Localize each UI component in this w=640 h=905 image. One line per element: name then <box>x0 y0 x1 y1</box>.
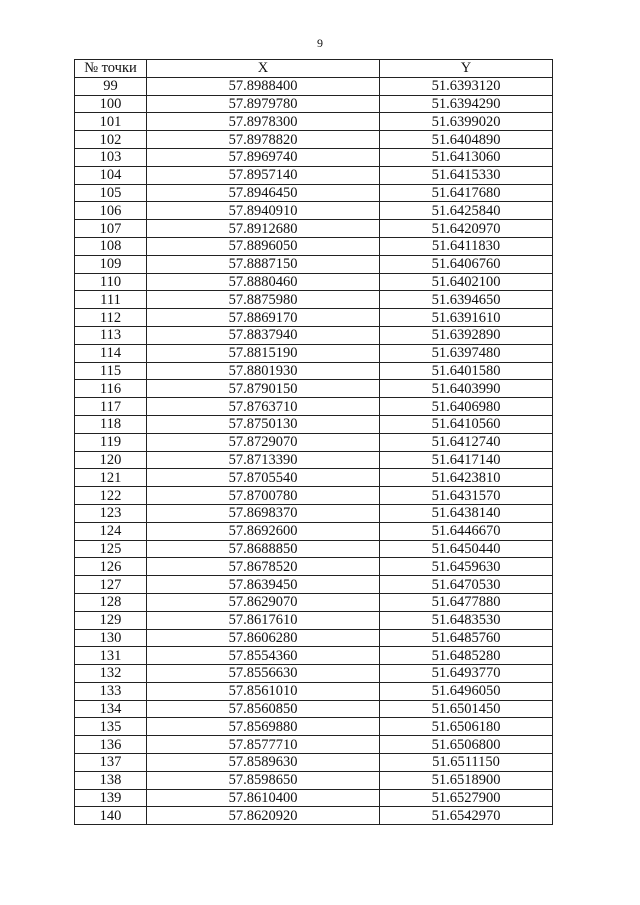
cell-y: 51.6518900 <box>380 771 553 789</box>
cell-x: 57.8880460 <box>147 273 380 291</box>
cell-y: 51.6401580 <box>380 362 553 380</box>
cell-y: 51.6450440 <box>380 540 553 558</box>
cell-point-number: 139 <box>75 789 147 807</box>
cell-x: 57.8617610 <box>147 611 380 629</box>
cell-point-number: 108 <box>75 237 147 255</box>
cell-point-number: 136 <box>75 736 147 754</box>
cell-y: 51.6394290 <box>380 95 553 113</box>
table-row <box>75 807 553 825</box>
cell-x: 57.8837940 <box>147 326 380 344</box>
cell-point-number: 133 <box>75 682 147 700</box>
cell-point-number: 118 <box>75 415 147 433</box>
table-row <box>75 255 553 273</box>
cell-point-number: 120 <box>75 451 147 469</box>
cell-x: 57.8561010 <box>147 682 380 700</box>
cell-x: 57.8887150 <box>147 255 380 273</box>
cell-point-number: 115 <box>75 362 147 380</box>
cell-y: 51.6397480 <box>380 344 553 362</box>
table-row <box>75 148 553 166</box>
cell-point-number: 126 <box>75 558 147 576</box>
cell-point-number: 102 <box>75 131 147 149</box>
cell-y: 51.6542970 <box>380 807 553 825</box>
cell-y: 51.6404890 <box>380 131 553 149</box>
cell-x: 57.8678520 <box>147 558 380 576</box>
cell-y: 51.6423810 <box>380 469 553 487</box>
cell-point-number: 127 <box>75 576 147 594</box>
cell-point-number: 132 <box>75 665 147 683</box>
table-row <box>75 380 553 398</box>
cell-x: 57.8912680 <box>147 220 380 238</box>
cell-x: 57.8790150 <box>147 380 380 398</box>
cell-y: 51.6506800 <box>380 736 553 754</box>
cell-y: 51.6415330 <box>380 166 553 184</box>
table-row <box>75 220 553 238</box>
cell-point-number: 119 <box>75 433 147 451</box>
cell-y: 51.6483530 <box>380 611 553 629</box>
cell-point-number: 100 <box>75 95 147 113</box>
table-row <box>75 273 553 291</box>
table-row <box>75 415 553 433</box>
cell-point-number: 129 <box>75 611 147 629</box>
cell-y: 51.6393120 <box>380 77 553 95</box>
cell-point-number: 110 <box>75 273 147 291</box>
cell-x: 57.8610400 <box>147 789 380 807</box>
table-row <box>75 736 553 754</box>
cell-x: 57.8629070 <box>147 593 380 611</box>
cell-y: 51.6399020 <box>380 113 553 131</box>
cell-y: 51.6496050 <box>380 682 553 700</box>
cell-x: 57.8978300 <box>147 113 380 131</box>
cell-y: 51.6506180 <box>380 718 553 736</box>
table-row <box>75 487 553 505</box>
cell-x: 57.8946450 <box>147 184 380 202</box>
cell-y: 51.6412740 <box>380 433 553 451</box>
cell-x: 57.8801930 <box>147 362 380 380</box>
table-row <box>75 77 553 95</box>
cell-x: 57.8692600 <box>147 522 380 540</box>
cell-x: 57.8560850 <box>147 700 380 718</box>
cell-x: 57.8698370 <box>147 504 380 522</box>
cell-x: 57.8763710 <box>147 398 380 416</box>
table-row <box>75 398 553 416</box>
table-row <box>75 540 553 558</box>
cell-point-number: 124 <box>75 522 147 540</box>
cell-x: 57.8705540 <box>147 469 380 487</box>
cell-x: 57.8978820 <box>147 131 380 149</box>
table-row <box>75 665 553 683</box>
cell-y: 51.6527900 <box>380 789 553 807</box>
cell-x: 57.8554360 <box>147 647 380 665</box>
table-row <box>75 593 553 611</box>
coordinates-table <box>74 59 553 825</box>
cell-y: 51.6470530 <box>380 576 553 594</box>
cell-y: 51.6485280 <box>380 647 553 665</box>
cell-point-number: 122 <box>75 487 147 505</box>
cell-point-number: 137 <box>75 754 147 772</box>
cell-x: 57.8979780 <box>147 95 380 113</box>
table-row <box>75 131 553 149</box>
cell-point-number: 103 <box>75 148 147 166</box>
cell-x: 57.8713390 <box>147 451 380 469</box>
cell-point-number: 138 <box>75 771 147 789</box>
table-row <box>75 451 553 469</box>
cell-x: 57.8869170 <box>147 309 380 327</box>
table-row <box>75 362 553 380</box>
cell-x: 57.8639450 <box>147 576 380 594</box>
cell-x: 57.8700780 <box>147 487 380 505</box>
table-row <box>75 682 553 700</box>
table-row <box>75 309 553 327</box>
cell-x: 57.8940910 <box>147 202 380 220</box>
table-row <box>75 433 553 451</box>
cell-x: 57.8556630 <box>147 665 380 683</box>
cell-x: 57.8896050 <box>147 237 380 255</box>
cell-x: 57.8688850 <box>147 540 380 558</box>
cell-x: 57.8875980 <box>147 291 380 309</box>
header-point-number: № точки <box>75 60 147 78</box>
header-x: X <box>147 60 380 78</box>
cell-y: 51.6394650 <box>380 291 553 309</box>
cell-point-number: 123 <box>75 504 147 522</box>
cell-point-number: 125 <box>75 540 147 558</box>
cell-point-number: 106 <box>75 202 147 220</box>
table-row <box>75 522 553 540</box>
cell-point-number: 105 <box>75 184 147 202</box>
cell-y: 51.6431570 <box>380 487 553 505</box>
table-row <box>75 291 553 309</box>
cell-point-number: 134 <box>75 700 147 718</box>
table-row <box>75 237 553 255</box>
table-row <box>75 184 553 202</box>
cell-y: 51.6501450 <box>380 700 553 718</box>
cell-point-number: 114 <box>75 344 147 362</box>
cell-point-number: 121 <box>75 469 147 487</box>
table-row <box>75 469 553 487</box>
table-row <box>75 611 553 629</box>
cell-x: 57.8569880 <box>147 718 380 736</box>
cell-point-number: 104 <box>75 166 147 184</box>
table-row <box>75 718 553 736</box>
table-row <box>75 344 553 362</box>
table-body <box>75 77 553 824</box>
cell-y: 51.6493770 <box>380 665 553 683</box>
cell-y: 51.6411830 <box>380 237 553 255</box>
cell-x: 57.8577710 <box>147 736 380 754</box>
table-row <box>75 771 553 789</box>
cell-point-number: 112 <box>75 309 147 327</box>
cell-point-number: 117 <box>75 398 147 416</box>
cell-x: 57.8957140 <box>147 166 380 184</box>
cell-x: 57.8589630 <box>147 754 380 772</box>
header-y: Y <box>380 60 553 78</box>
cell-y: 51.6413060 <box>380 148 553 166</box>
cell-y: 51.6391610 <box>380 309 553 327</box>
cell-y: 51.6406760 <box>380 255 553 273</box>
cell-y: 51.6438140 <box>380 504 553 522</box>
cell-point-number: 101 <box>75 113 147 131</box>
cell-point-number: 107 <box>75 220 147 238</box>
table-row <box>75 700 553 718</box>
table-row <box>75 504 553 522</box>
cell-x: 57.8815190 <box>147 344 380 362</box>
cell-y: 51.6406980 <box>380 398 553 416</box>
cell-y: 51.6425840 <box>380 202 553 220</box>
cell-y: 51.6420970 <box>380 220 553 238</box>
cell-point-number: 111 <box>75 291 147 309</box>
cell-y: 51.6417680 <box>380 184 553 202</box>
table-row <box>75 576 553 594</box>
table-row <box>75 558 553 576</box>
cell-y: 51.6446670 <box>380 522 553 540</box>
cell-point-number: 130 <box>75 629 147 647</box>
cell-point-number: 128 <box>75 593 147 611</box>
cell-point-number: 131 <box>75 647 147 665</box>
table-row <box>75 647 553 665</box>
cell-y: 51.6459630 <box>380 558 553 576</box>
cell-x: 57.8729070 <box>147 433 380 451</box>
cell-point-number: 99 <box>75 77 147 95</box>
cell-x: 57.8620920 <box>147 807 380 825</box>
cell-x: 57.8750130 <box>147 415 380 433</box>
table-row <box>75 629 553 647</box>
cell-x: 57.8606280 <box>147 629 380 647</box>
table-row <box>75 166 553 184</box>
cell-y: 51.6477880 <box>380 593 553 611</box>
table-row <box>75 789 553 807</box>
cell-y: 51.6392890 <box>380 326 553 344</box>
cell-y: 51.6403990 <box>380 380 553 398</box>
cell-y: 51.6511150 <box>380 754 553 772</box>
table-row <box>75 326 553 344</box>
cell-point-number: 113 <box>75 326 147 344</box>
cell-x: 57.8988400 <box>147 77 380 95</box>
table-header-row <box>75 60 553 78</box>
cell-y: 51.6410560 <box>380 415 553 433</box>
table-row <box>75 202 553 220</box>
cell-y: 51.6417140 <box>380 451 553 469</box>
cell-x: 57.8598650 <box>147 771 380 789</box>
cell-y: 51.6485760 <box>380 629 553 647</box>
table-row <box>75 113 553 131</box>
cell-point-number: 116 <box>75 380 147 398</box>
table-row <box>75 95 553 113</box>
page-number: 9 <box>317 36 323 50</box>
cell-x: 57.8969740 <box>147 148 380 166</box>
cell-point-number: 109 <box>75 255 147 273</box>
cell-y: 51.6402100 <box>380 273 553 291</box>
table-row <box>75 754 553 772</box>
cell-point-number: 135 <box>75 718 147 736</box>
cell-point-number: 140 <box>75 807 147 825</box>
